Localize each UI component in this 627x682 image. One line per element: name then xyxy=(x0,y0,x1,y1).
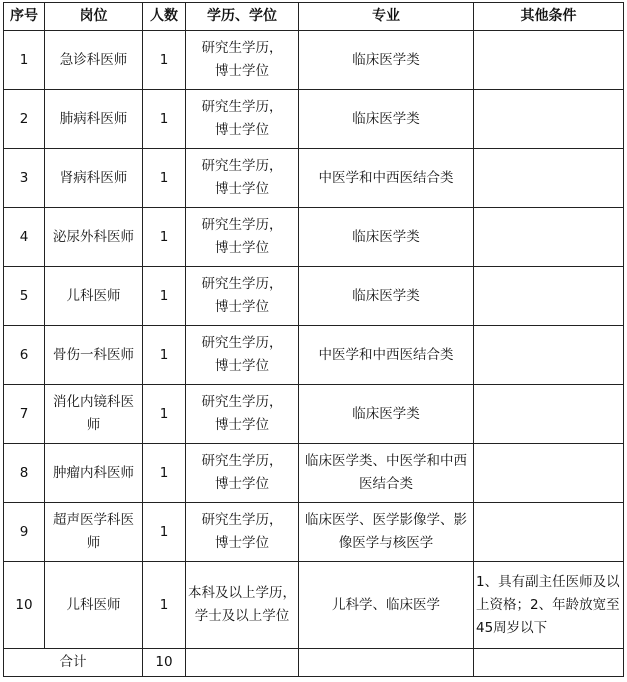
cell-count-text: 1 xyxy=(159,405,169,422)
cell-no xyxy=(4,149,45,208)
cell-post: 儿科医师 xyxy=(45,562,143,649)
cell-education-line: 博士学位 xyxy=(215,240,269,256)
cell-major xyxy=(299,90,474,149)
cell-count-text: 1 xyxy=(159,110,169,127)
cell-count: 1 xyxy=(143,562,186,649)
cell-post-text: 超声医学科医师 xyxy=(53,512,134,551)
cell-post xyxy=(45,267,143,326)
cell-post xyxy=(45,31,143,90)
table-row xyxy=(4,562,624,649)
header-other: 其他条件 xyxy=(474,3,624,31)
cell-major-text: 临床医学类 xyxy=(352,228,420,245)
cell-other xyxy=(474,562,624,649)
cell-count-text: 1 xyxy=(159,287,169,304)
cell-count-text: 1 xyxy=(159,464,169,481)
total-empty-1 xyxy=(186,649,299,677)
cell-no-text: 9 xyxy=(19,523,29,540)
cell-other xyxy=(474,503,624,562)
total-empty-3 xyxy=(474,649,624,677)
cell-education xyxy=(186,503,299,562)
cell-major: 儿科学、临床医学 xyxy=(299,562,474,649)
education-text: 本科及以上学历，学士及以上学位 xyxy=(188,585,296,624)
cell-major xyxy=(299,444,474,503)
cell-major-text: 临床医学、医学影像学、影像医学与核医学 xyxy=(305,512,467,551)
cell-education xyxy=(186,444,299,503)
total-count: 10 xyxy=(143,649,186,677)
cell-count xyxy=(143,31,186,90)
cell-post-text: 肾病科医师 xyxy=(59,169,128,186)
table-row xyxy=(4,267,624,326)
header-no: 序号 xyxy=(4,3,45,31)
cell-count-text: 1 xyxy=(159,523,169,540)
cell-count xyxy=(143,267,186,326)
cell-count xyxy=(143,326,186,385)
cell-post-text: 泌尿外科医师 xyxy=(53,228,134,245)
cell-other xyxy=(474,444,624,503)
cell-major-text: 中医学和中西医结合类 xyxy=(318,346,454,363)
cell-post-text: 肿瘤内科医师 xyxy=(53,464,134,481)
cell-no-text: 1 xyxy=(19,51,29,68)
cell-post-text: 急诊科医师 xyxy=(59,51,128,68)
cell-major xyxy=(299,31,474,90)
table-row xyxy=(4,385,624,444)
cell-education-line: 研究生学历， xyxy=(201,335,283,351)
cell-education-line: 研究生学历， xyxy=(201,394,283,410)
cell-other xyxy=(474,90,624,149)
cell-major-text: 临床医学类 xyxy=(352,405,420,422)
cell-no: 10 xyxy=(4,562,45,649)
cell-count xyxy=(143,90,186,149)
cell-education-line: 研究生学历， xyxy=(201,158,283,174)
cell-post xyxy=(45,90,143,149)
cell-other xyxy=(474,267,624,326)
table-row xyxy=(4,503,624,562)
cell-post xyxy=(45,208,143,267)
header-count: 人数 xyxy=(143,3,186,31)
cell-education xyxy=(186,208,299,267)
cell-major xyxy=(299,208,474,267)
cell-education-line: 博士学位 xyxy=(215,63,269,79)
header-education: 学历、学位 xyxy=(186,3,299,31)
cell-post xyxy=(45,503,143,562)
total-label: 合计 xyxy=(4,649,143,677)
cell-post-text: 骨伤一科医师 xyxy=(53,346,134,363)
cell-major xyxy=(299,385,474,444)
cell-count xyxy=(143,208,186,267)
cell-education xyxy=(186,562,299,649)
cell-education-line: 研究生学历， xyxy=(201,276,283,292)
cell-major xyxy=(299,503,474,562)
cell-no xyxy=(4,385,45,444)
cell-count xyxy=(143,503,186,562)
cell-count xyxy=(143,444,186,503)
cell-count-text: 1 xyxy=(159,169,169,186)
cell-post xyxy=(45,444,143,503)
cell-no-text: 4 xyxy=(19,228,29,245)
table-row xyxy=(4,208,624,267)
cell-no xyxy=(4,326,45,385)
cell-post-text: 消化内镜科医师 xyxy=(53,394,134,433)
table-row xyxy=(4,90,624,149)
cell-education-line: 研究生学历， xyxy=(201,512,283,528)
cell-post xyxy=(45,149,143,208)
cell-other xyxy=(474,208,624,267)
cell-no xyxy=(4,31,45,90)
cell-other xyxy=(474,31,624,90)
table-row xyxy=(4,31,624,90)
cell-major-text: 临床医学类 xyxy=(352,287,420,304)
total-row xyxy=(4,649,624,677)
header-post: 岗位 xyxy=(45,3,143,31)
cell-count-text: 1 xyxy=(159,51,169,68)
cell-education xyxy=(186,385,299,444)
total-empty-2 xyxy=(299,649,474,677)
table-row xyxy=(4,444,624,503)
table-row xyxy=(4,149,624,208)
cell-education-line: 研究生学历， xyxy=(201,99,283,115)
cell-no xyxy=(4,444,45,503)
cell-education-line: 研究生学历， xyxy=(201,453,283,469)
cell-no-text: 3 xyxy=(19,169,29,186)
cell-education-line: 博士学位 xyxy=(215,122,269,138)
cell-major xyxy=(299,267,474,326)
cell-major-text: 临床医学类 xyxy=(352,110,420,127)
cell-education-line: 博士学位 xyxy=(215,181,269,197)
cell-no-text: 8 xyxy=(19,464,29,481)
table-row xyxy=(4,326,624,385)
cell-count xyxy=(143,149,186,208)
cell-no xyxy=(4,503,45,562)
header-row xyxy=(4,3,624,31)
cell-education-line: 研究生学历， xyxy=(201,217,283,233)
cell-no-text: 2 xyxy=(19,110,29,127)
cell-education-line: 研究生学历， xyxy=(201,40,283,56)
cell-education xyxy=(186,90,299,149)
cell-no xyxy=(4,90,45,149)
cell-no xyxy=(4,208,45,267)
cell-education-line: 博士学位 xyxy=(215,358,269,374)
cell-education xyxy=(186,267,299,326)
cell-other xyxy=(474,326,624,385)
cell-post xyxy=(45,326,143,385)
cell-count xyxy=(143,385,186,444)
cell-post xyxy=(45,385,143,444)
cell-count-text: 1 xyxy=(159,228,169,245)
cell-major xyxy=(299,326,474,385)
cell-education xyxy=(186,326,299,385)
cell-no-text: 6 xyxy=(19,346,29,363)
cell-no xyxy=(4,267,45,326)
other-text: 1、具有副主任医师及以上资格；2、年龄放宽至45周岁以下 xyxy=(476,573,620,636)
cell-no-text: 5 xyxy=(19,287,29,304)
cell-education xyxy=(186,149,299,208)
cell-major xyxy=(299,149,474,208)
cell-no-text: 7 xyxy=(19,405,29,422)
cell-other xyxy=(474,385,624,444)
cell-major-text: 临床医学类 xyxy=(352,51,420,68)
cell-education-line: 博士学位 xyxy=(215,535,269,551)
cell-post-text: 儿科医师 xyxy=(66,287,121,304)
cell-post-text: 肺病科医师 xyxy=(59,110,128,127)
cell-count-text: 1 xyxy=(159,346,169,363)
cell-other xyxy=(474,149,624,208)
cell-major-text: 临床医学类、中医学和中西医结合类 xyxy=(305,453,467,492)
cell-education-line: 博士学位 xyxy=(215,299,269,315)
recruitment-table xyxy=(3,2,624,677)
cell-major-text: 中医学和中西医结合类 xyxy=(318,169,454,186)
cell-education xyxy=(186,31,299,90)
cell-education-line: 博士学位 xyxy=(215,476,269,492)
header-major: 专业 xyxy=(299,3,474,31)
cell-education-line: 博士学位 xyxy=(215,417,269,433)
